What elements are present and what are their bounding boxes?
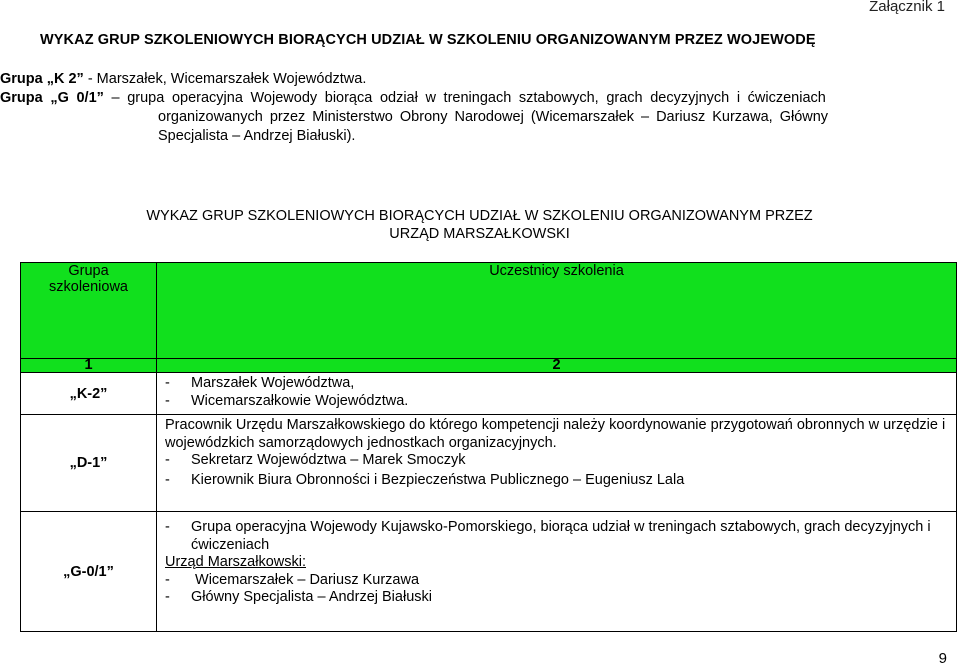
header-group: Grupa szkoleniowa xyxy=(21,263,157,359)
document-title: WYKAZ GRUP SZKOLENIOWYCH BIORĄCYCH UDZIAŁ W SZKOLENIU ORGANIZOWANYM PRZEZ WOJEWODĘ xyxy=(40,32,816,48)
page-number: 9 xyxy=(938,650,947,667)
section-title-line2: URZĄD MARSZAŁKOWSKI xyxy=(389,226,570,242)
intro-g01 xyxy=(0,89,826,108)
column-number-1: 1 xyxy=(21,359,157,373)
section-title xyxy=(0,207,959,243)
list-item: - Kierownik Biura Obronności i Bezpieczeństwa Publicznego – Eugeniusz Lala xyxy=(165,471,685,488)
list-item: - Główny Specjalista – Andrzej Białuski xyxy=(165,589,432,605)
section-title-line1: WYKAZ GRUP SZKOLENIOWYCH BIORĄCYCH UDZIAŁ W SZKOLENIU ORGANIZOWANYM PRZEZ xyxy=(146,208,813,224)
list-item: - Wicemarszałek – Dariusz Kurzawa xyxy=(165,571,420,588)
list-item: - Wicemarszałkowie Województwa. xyxy=(165,392,409,409)
intro-g01-line1: – grupa operacyjna Wojewody biorąca odział w treningach sztabowych, grach decyzyjnych i ćwiczeniach xyxy=(103,90,826,106)
table-row xyxy=(21,415,957,512)
intro-g01-label: Grupa „G 0/1” xyxy=(0,90,104,106)
participants-d1 xyxy=(157,415,957,512)
intro-g01-line3: Specjalista – Andrzej Białuski). xyxy=(158,128,356,144)
header-participants: Uczestnicy szkolenia xyxy=(157,263,957,359)
group-g01: „G-0/1” xyxy=(21,512,157,632)
group-d1: „D-1” xyxy=(21,415,157,512)
column-number-row xyxy=(21,359,957,373)
intro-k2-text: - Marszałek, Wicemarszałek Województwa. xyxy=(83,71,367,87)
group-k2: „K-2” xyxy=(21,373,157,415)
annex-label: Załącznik 1 xyxy=(869,0,945,15)
participants-k2 xyxy=(157,373,957,415)
list-item: - Marszałek Województwa, xyxy=(165,375,355,391)
intro-k2 xyxy=(0,70,366,89)
participants-g01 xyxy=(157,512,957,632)
table-header-row xyxy=(21,263,957,359)
list-item: - Sekretarz Województwa – Marek Smoczyk xyxy=(165,452,466,468)
urzad-subheading: Urząd Marszałkowski: xyxy=(165,554,306,570)
intro-k2-label: Grupa „K 2” xyxy=(0,71,84,87)
groups-table xyxy=(20,262,957,632)
list-item: - Grupa operacyjna Wojewody Kujawsko-Pomorskiego, biorąca udział w treningach sztabowych, grach decyzyjnych i ćwiczeniach xyxy=(165,519,931,553)
d1-description: Pracownik Urzędu Marszałkowskiego do którego kompetencji należy koordynowanie przygotowań obronnych w urzędzie i wojewódzkich samorządowych jednostkach organizacyjnych. xyxy=(165,417,946,451)
table-row xyxy=(21,373,957,415)
column-number-2: 2 xyxy=(157,359,957,373)
intro-g01-line2: organizowanych przez Ministerstwo Obrony Narodowej (Wicemarszałek – Dariusz Kurzawa, Główny xyxy=(158,109,829,125)
table-row xyxy=(21,512,957,632)
